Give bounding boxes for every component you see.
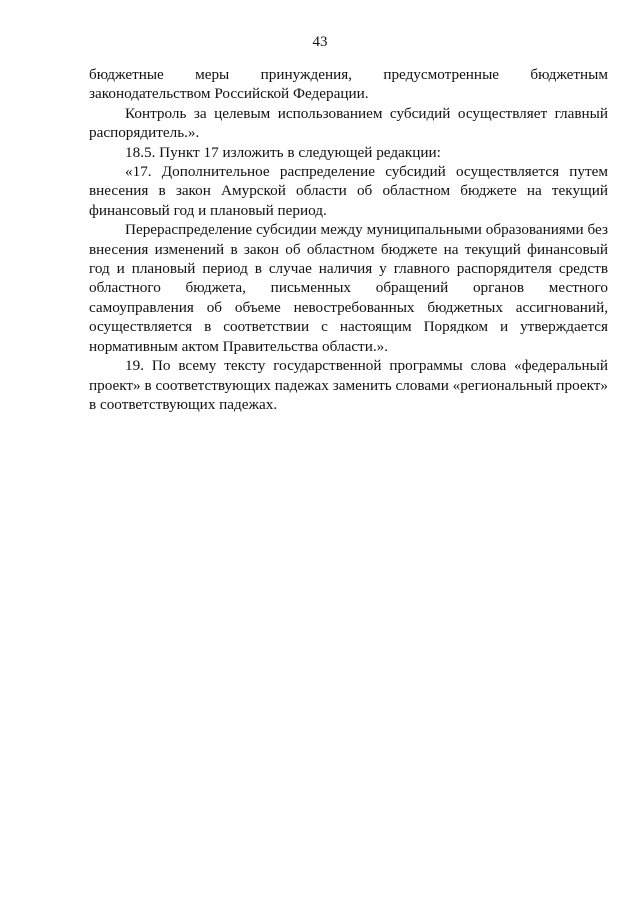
paragraph-budget-enforcement: бюджетные меры принуждения, предусмотренные бюджетным законодательством Российской Федерации. <box>89 66 608 103</box>
document-body <box>89 65 608 414</box>
paragraph-item-17: «17. Дополнительное распределение субсидий осуществляется путем внесения в закон Амурской области об областном бюджете на текущий финансовый год и плановый период. <box>89 163 608 219</box>
paragraph-control: Контроль за целевым использованием субсидий осуществляет главный распорядитель.». <box>89 104 608 142</box>
paragraph-redistribution: Перераспределение субсидии между муниципальными образованиями без внесения изменений в закон об областном бюджете на текущий финансовый год и плановый период в случае наличия у главного распорядителя средств областного бюджета, письменных обращений органов местного самоуправления об объеме невостребованных бюджетных ассигнований, осуществляется в соответствии с настоящим Порядком и утверждается нормативным актом Правительства области.». <box>89 221 608 355</box>
page-number: 43 <box>312 34 328 50</box>
paragraph-item-19: 19. По всему тексту государственной программы слова «федеральный проект» в соответствующих падежах заменить словами «региональный проект» в соответствующих падежах. <box>89 357 608 413</box>
paragraph-item-18-5: 18.5. Пункт 17 изложить в следующей редакции: <box>125 143 441 161</box>
